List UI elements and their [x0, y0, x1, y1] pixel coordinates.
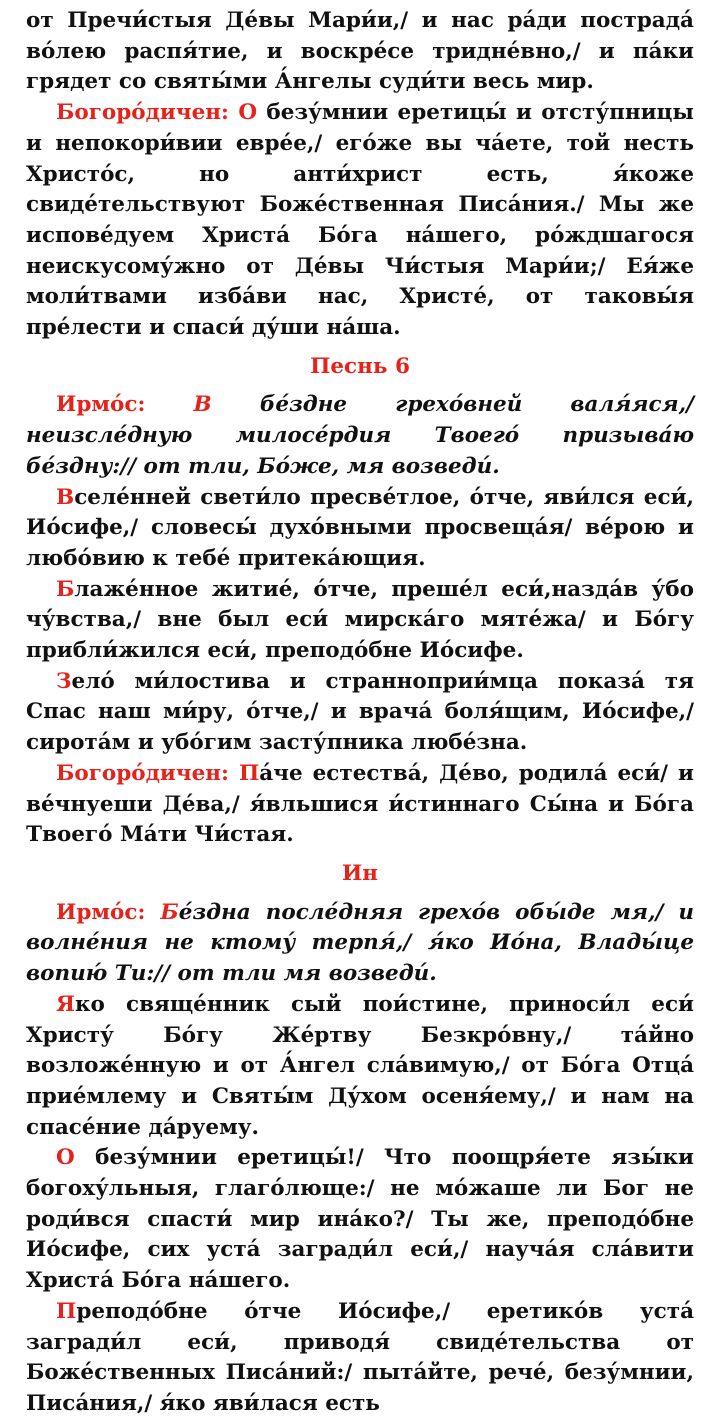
drop-initial: З	[56, 668, 72, 694]
paragraph-continuation	[26, 6, 694, 98]
irmos-label: Ирмо́с:	[56, 392, 146, 418]
theotokion-label: Богоро́дичен:	[56, 760, 229, 786]
paragraph-text: от Пречи́стыя Де́вы Мари́и,/ и нас ра́ди пострада́ во́лею распя́тие, и воскре́се тридне́вно,/ и па́ки грядет со святы́ми А́нгелы суди́ти весь мир.	[26, 8, 694, 95]
drop-initial: Б	[56, 576, 75, 602]
paragraph-text: реподо́бне о́тче Ио́сифе,/ еретико́в уста́ загради́л еси́, приводя́ свиде́тельства от Боже́ственных Писа́ний:/ пыта́йте, рече́, безу́мнии, Писа́ния,/ я́ко яви́лася есть	[26, 1298, 694, 1416]
drop-initial: П	[238, 760, 260, 786]
drop-initial: В	[56, 484, 75, 510]
paragraph-text: безу́мнии еретицы́!/ Что поощря́ете язы́ки богоху́льныя, глаго́люще:/ не мо́жаше ли Бог не роди́вся спасти́ мир ина́ко?/ Ты же, преподо́бне Ио́сифе, сих уста́ загради́л еси́,/ науча́я сла́вити Христа́ Бо́га на́шего.	[26, 1145, 694, 1294]
section-heading-ode-6: Песнь 6	[310, 353, 410, 379]
section-heading-other: Ин	[341, 860, 379, 886]
drop-initial: О	[238, 100, 258, 126]
paragraph-text: е́здна после́дняя грехо́в обы́де мя,/ и волне́ния не ктому́ терпя́,/ я́ко Ио́на, Влады́це вопию́ Ти:// от тли мя возведи́.	[26, 899, 694, 987]
drop-initial: В	[193, 392, 212, 418]
paragraph-theotokion-1	[26, 98, 694, 344]
paragraph-troparion-4	[26, 990, 694, 1144]
paragraph-irmos-2	[26, 898, 694, 990]
paragraph-troparion-2	[26, 575, 694, 667]
paragraph-irmos-1	[26, 390, 694, 482]
paragraph-text: селе́нней свети́ло пресве́тлое, о́тче, яви́лся еси́, Ио́сифе,/ словесы́ духо́вными просвеща́я/ ве́рою и любо́вию к тебе́ притека́ющия.	[26, 484, 694, 571]
drop-initial: П	[56, 1298, 77, 1324]
paragraph-text: ко свяще́нник сый пои́стине, приноси́л еси́ Христу́ Бо́гу Же́ртву Безкро́вну,/ та́йно возложе́нную и от А́нгел сла́вимую,/ от Бо́га Отца́ прие́млему и Святы́м Ду́хом осеня́ему,/ и нам на спасе́ние да́руему.	[26, 991, 694, 1140]
paragraph-text: а́че естества́, Де́во, родила́ еси́/ и ве́чнуеши Де́ва,/ я́вльшися и́стиннаго Сы́на и Бо́га Твоего́ Ма́ти Чи́стая.	[26, 760, 694, 848]
irmos-label: Ирмо́с:	[56, 899, 146, 925]
paragraph-troparion-3	[26, 667, 694, 759]
paragraph-troparion-6	[26, 1297, 694, 1420]
drop-initial: О	[56, 1145, 75, 1171]
theotokion-label: Богоро́дичен:	[56, 100, 229, 126]
paragraph-text: лаже́нное житие́, о́тче, преше́л еси́,назда́в у́бо чу́вства,/ вне был еси́ мирска́го мяте́жа/ и Бо́гу прибли́жился еси́, преподо́бне Ио́сифе.	[26, 576, 694, 664]
paragraph-troparion-1	[26, 483, 694, 575]
paragraph-text: безу́мнии еретицы́ и отсту́пницы и непокори́вии евре́е,/ его́же вы ча́ете, той несть Христо́с, но анти́христ есть, я́коже свиде́тельствуют Боже́ственная Писа́ния./ Мы же испове́дуем Христа́ Бо́га на́шего, ро́ждшагося неискусому́жно от Де́вы Чи́стыя Мари́и;/ Ея́же моли́твами изба́ви нас, Христе́, от таковы́я пре́лести и спаси́ ду́ши на́ша.	[26, 100, 694, 341]
paragraph-text: ело́ ми́лостива и странноприи́мца показа́ тя Спас наш ми́ру, о́тче,/ и врача́ боля́щим, Ио́сифе,/ сирота́м и убо́гим засту́пника любе́зна.	[26, 668, 694, 756]
drop-initial: Б	[160, 899, 179, 925]
paragraph-text: бе́здне грехо́вней валя́яся,/ неизсле́дную милосе́рдия Твоего́ призыва́ю бе́здну:// от тли, Бо́же, мя возведи́.	[26, 392, 694, 479]
paragraph-troparion-5	[26, 1143, 694, 1297]
drop-initial: Я	[56, 991, 75, 1017]
paragraph-theotokion-2	[26, 759, 694, 851]
